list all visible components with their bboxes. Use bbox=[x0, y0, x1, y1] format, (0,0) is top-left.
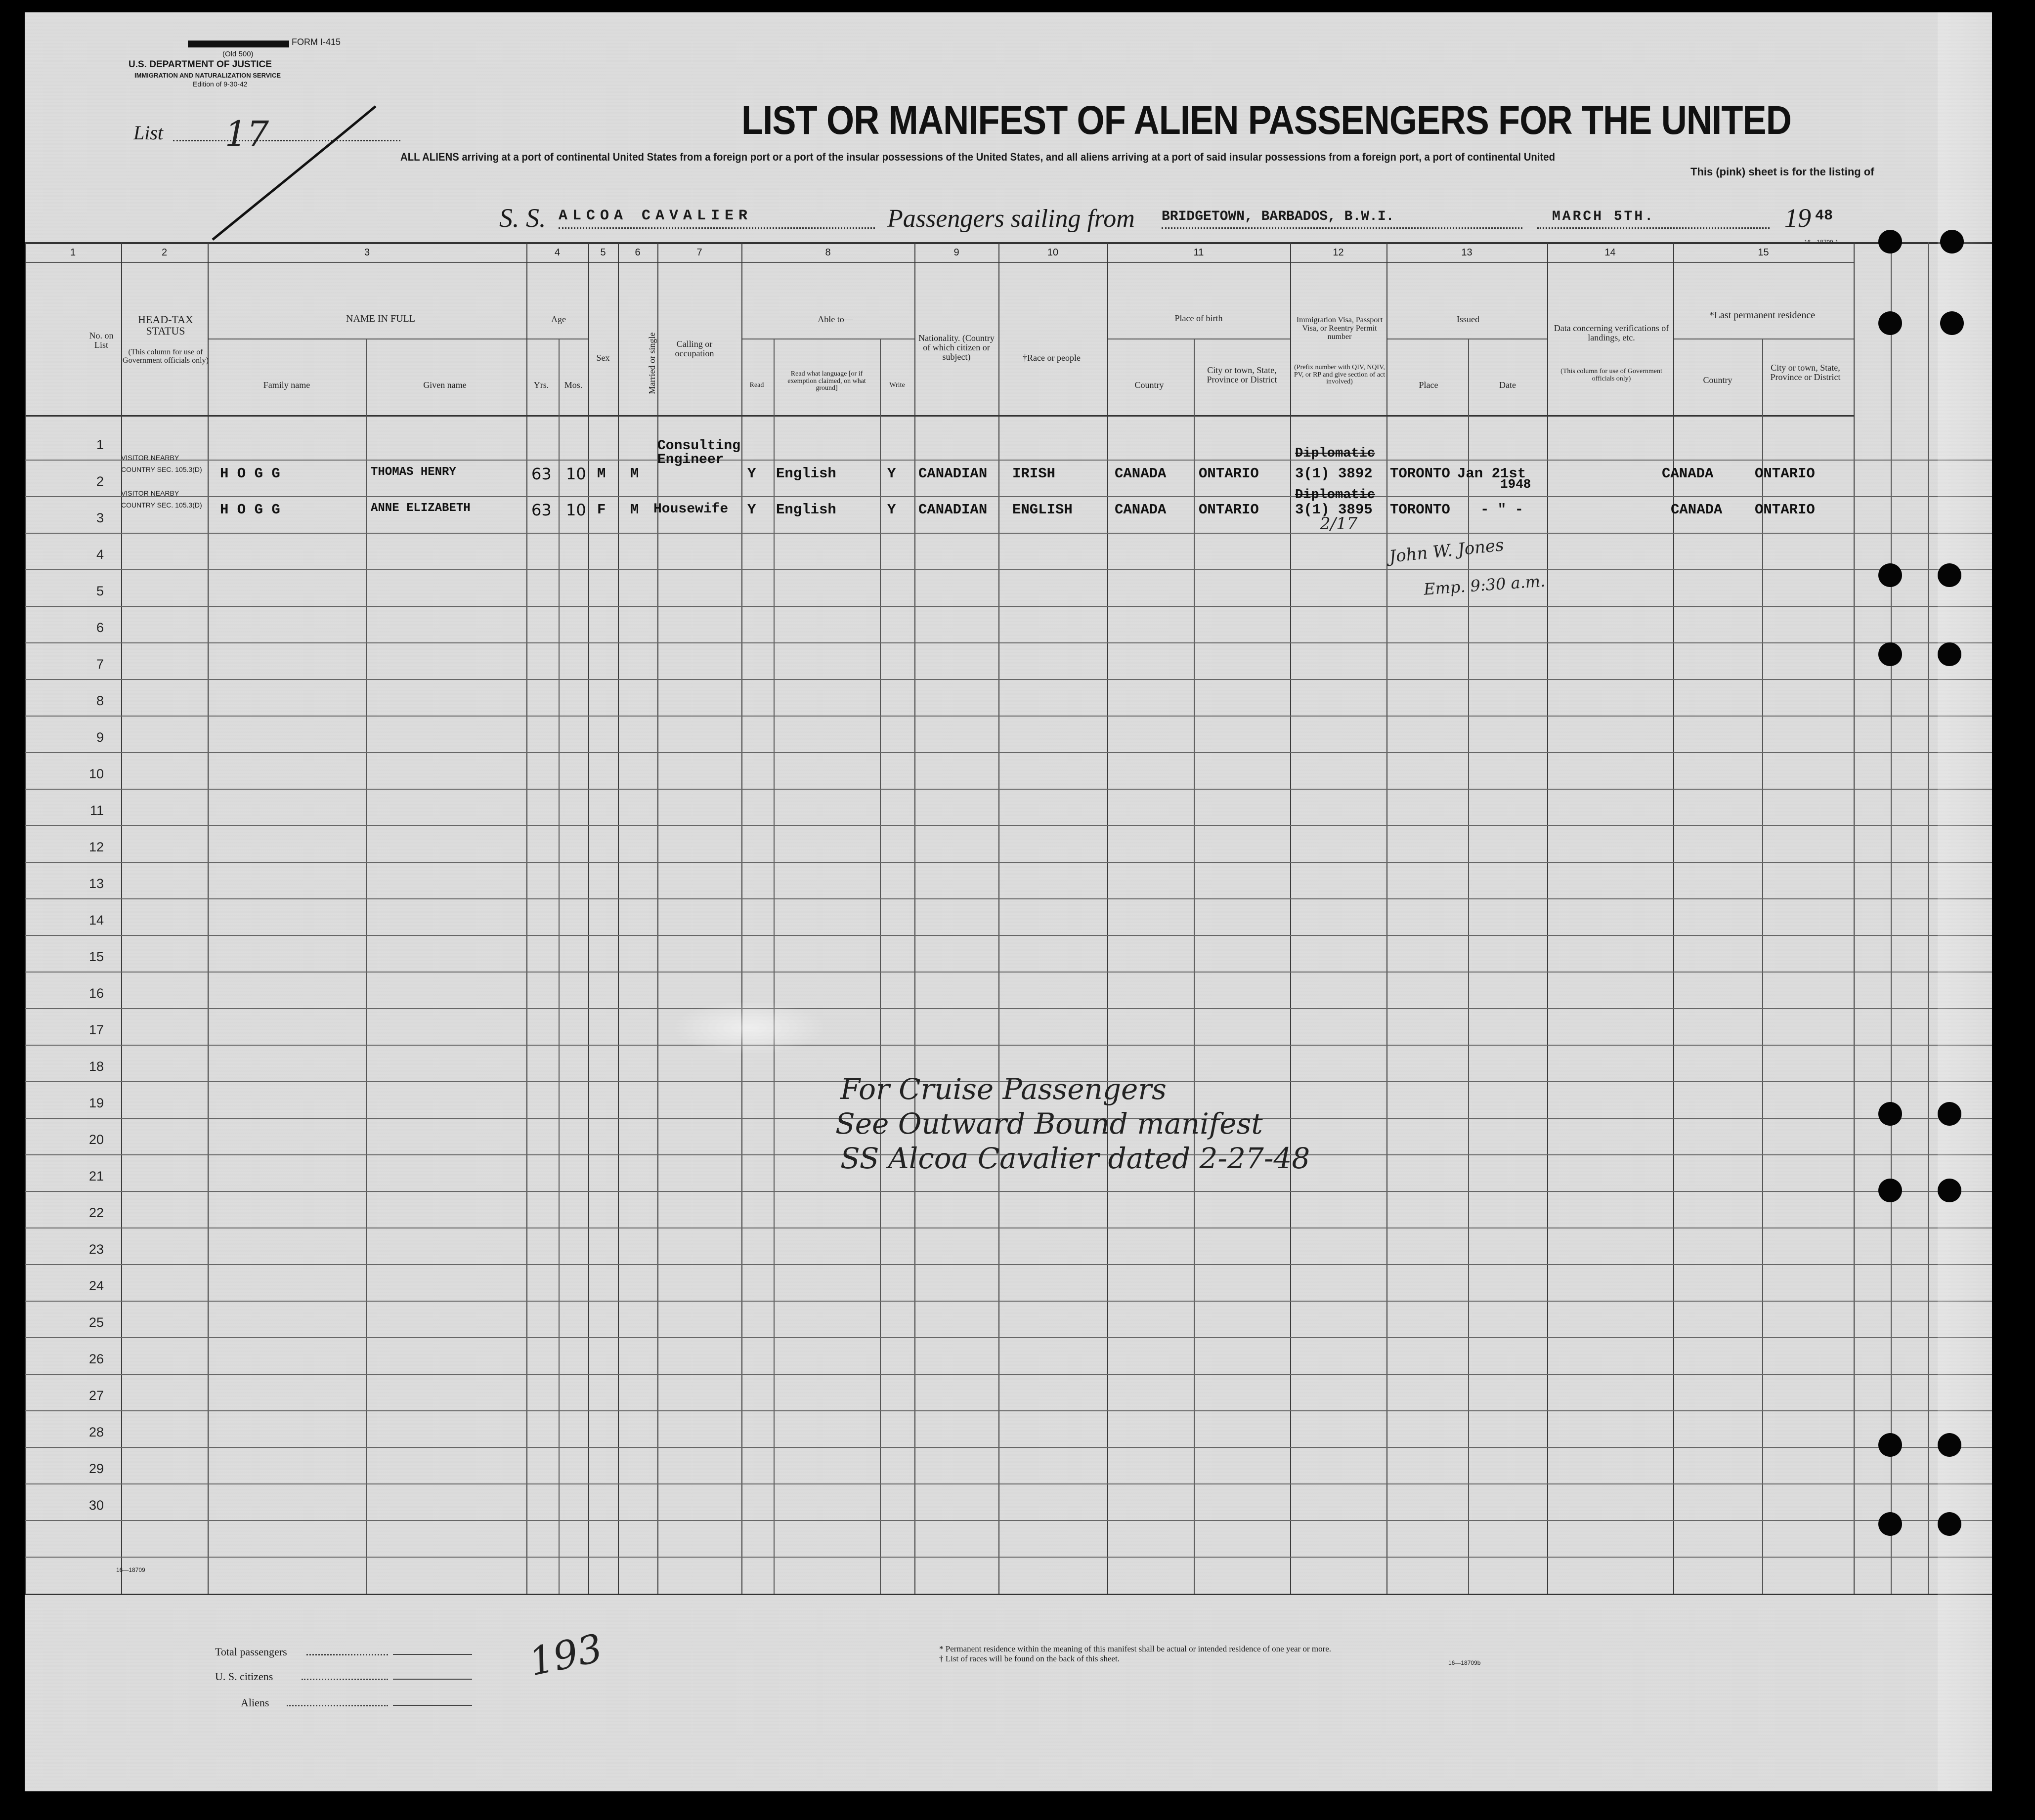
row-number: 10 bbox=[88, 766, 104, 781]
total-passengers-dots bbox=[306, 1654, 388, 1655]
row-number: 27 bbox=[88, 1388, 104, 1403]
sex: F bbox=[597, 502, 606, 518]
hdr-immigration-visa: Immigration Visa, Passport Visa, or Reentry Permit number bbox=[1296, 316, 1383, 341]
table-top-border bbox=[25, 242, 1992, 244]
birth-country: CANADA bbox=[1115, 466, 1167, 482]
us-citizens-dots bbox=[302, 1679, 388, 1680]
manifest-title: LIST OR MANIFEST OF ALIEN PASSENGERS FOR THE UNITED bbox=[741, 98, 1792, 143]
margin-rule bbox=[1891, 242, 1892, 1594]
cruise-note-line-3: SS Alcoa Cavalier dated 2-27-48 bbox=[840, 1142, 1310, 1175]
row-rule bbox=[25, 642, 1992, 643]
can-write: Y bbox=[887, 502, 896, 518]
row-number: 30 bbox=[88, 1498, 104, 1513]
visa-struck-text: Diplomatic bbox=[1295, 488, 1376, 503]
column-number: 2 bbox=[161, 247, 168, 258]
row-rule bbox=[25, 1301, 1992, 1302]
can-write: Y bbox=[887, 466, 896, 482]
row-number: 15 bbox=[88, 949, 104, 964]
row-rule bbox=[25, 1191, 1992, 1192]
hdr-married: Married or single bbox=[647, 332, 657, 394]
column-rule bbox=[1547, 242, 1548, 1594]
header-bottom-rule bbox=[25, 415, 1854, 417]
read-language: English bbox=[776, 502, 836, 518]
hdr-write: Write bbox=[889, 381, 905, 389]
row-rule bbox=[25, 716, 1992, 717]
row-number: 9 bbox=[96, 730, 104, 745]
punch-hole bbox=[1878, 230, 1902, 254]
service: IMMIGRATION AND NATURALIZATION SERVICE bbox=[134, 72, 281, 79]
hdr-yrs: Yrs. bbox=[533, 380, 549, 390]
row-rule bbox=[25, 972, 1992, 973]
column-number: 8 bbox=[825, 247, 831, 258]
occupation: Consulting bbox=[657, 438, 741, 454]
year-prefix: 19 bbox=[1784, 203, 1811, 233]
manifest-sheet bbox=[25, 12, 1992, 1791]
hdr-no-on-list: No. on List bbox=[89, 331, 114, 350]
issued-year: 1948 bbox=[1500, 477, 1531, 492]
hdr-mos: Mos. bbox=[564, 380, 583, 390]
read-language: English bbox=[776, 466, 836, 482]
row-rule bbox=[25, 606, 1992, 607]
row-number: 7 bbox=[96, 657, 104, 672]
old-form-number: (Old 500) bbox=[222, 50, 254, 58]
can-read: Y bbox=[747, 502, 756, 518]
hdr-data-verif: Data concerning verifications of landings, etc. bbox=[1554, 323, 1669, 342]
hdr-race: †Race or people bbox=[1023, 353, 1081, 363]
total-passengers-label: Total passengers bbox=[215, 1646, 287, 1658]
us-citizens-label: U. S. citizens bbox=[215, 1670, 273, 1683]
nationality: CANADIAN bbox=[918, 466, 988, 482]
row-rule bbox=[25, 935, 1992, 936]
row-rule bbox=[25, 825, 1992, 826]
edition: Edition of 9-30-42 bbox=[193, 80, 248, 88]
row-number: 21 bbox=[88, 1169, 104, 1184]
punch-hole bbox=[1878, 563, 1902, 587]
nationality: CANADIAN bbox=[918, 502, 988, 518]
given-name: THOMAS HENRY bbox=[371, 466, 456, 479]
column-number: 1 bbox=[70, 247, 76, 258]
row-rule bbox=[25, 1410, 1992, 1411]
column-rule bbox=[1290, 242, 1291, 1594]
row-number: 2 bbox=[96, 474, 104, 489]
hdr-sex: Sex bbox=[596, 353, 610, 363]
row-number: 25 bbox=[88, 1315, 104, 1330]
hdr-issued-date: Date bbox=[1499, 380, 1516, 390]
punch-hole bbox=[1938, 563, 1961, 587]
visa-struck-text: Diplomatic bbox=[1295, 446, 1376, 461]
column-number: 7 bbox=[696, 247, 702, 258]
punch-hole bbox=[1940, 311, 1964, 335]
age-years: 63 bbox=[531, 465, 552, 483]
column-rule bbox=[914, 242, 915, 1594]
row-number: 1 bbox=[96, 437, 104, 452]
subcolumn-rule bbox=[880, 339, 881, 1594]
row-number: 26 bbox=[88, 1352, 104, 1366]
punch-hole bbox=[1938, 1433, 1961, 1457]
total-passengers-line bbox=[393, 1654, 472, 1655]
row-rule bbox=[25, 533, 1992, 534]
residence-country: CANADA bbox=[1671, 502, 1723, 518]
sailing-date: MARCH 5TH. bbox=[1552, 209, 1655, 224]
hdr-read-language: Read what language [or if exemption claimed, on what ground] bbox=[787, 370, 866, 392]
punch-hole bbox=[1938, 1179, 1961, 1202]
row-rule bbox=[25, 1483, 1992, 1484]
row-rule bbox=[25, 1008, 1992, 1009]
list-slash-mark bbox=[208, 96, 386, 245]
row-number: 14 bbox=[88, 913, 104, 928]
issued-date: Jan 21st bbox=[1457, 466, 1526, 482]
colnum-rule bbox=[25, 262, 1854, 263]
column-rule bbox=[25, 242, 26, 1594]
code-bottom-right: 16—18709b bbox=[1448, 1659, 1481, 1666]
ship-name-underline bbox=[559, 227, 875, 229]
residence-country: CANADA bbox=[1662, 466, 1714, 482]
column-number: 12 bbox=[1333, 247, 1344, 258]
hdr-res-city: City or town, State, Province or District bbox=[1770, 363, 1841, 382]
race: ENGLISH bbox=[1012, 502, 1073, 518]
hdr-read: Read bbox=[749, 381, 764, 389]
column-rule bbox=[121, 242, 122, 1594]
row-rule bbox=[25, 1557, 1992, 1558]
row-number: 17 bbox=[88, 1022, 104, 1037]
hdr-birth-city: City or town, State, Province or District bbox=[1207, 365, 1277, 384]
row-number: 13 bbox=[88, 876, 104, 891]
cruise-note-line-2: See Outward Bound manifest bbox=[835, 1107, 1263, 1141]
family-name: H O G G bbox=[220, 502, 280, 518]
row-number: 28 bbox=[88, 1425, 104, 1439]
row-number: 3 bbox=[96, 510, 104, 525]
hdr-able-to: Able to— bbox=[818, 314, 853, 324]
hdr-head-tax-note: (This column for use of Government officials only) bbox=[123, 348, 209, 365]
birth-country: CANADA bbox=[1115, 502, 1167, 518]
column-rule bbox=[741, 242, 742, 1594]
departure-port: BRIDGETOWN, BARBADOS, B.W.I. bbox=[1162, 209, 1394, 224]
column-rule bbox=[526, 242, 527, 1594]
row-rule bbox=[25, 679, 1992, 680]
issued-place: TORONTO bbox=[1390, 466, 1450, 482]
subcolumn-rule bbox=[366, 339, 367, 1594]
birth-city: ONTARIO bbox=[1199, 502, 1259, 518]
cruise-note-line-1: For Cruise Passengers bbox=[840, 1072, 1167, 1106]
footer-handwritten-number: 193 bbox=[525, 1626, 606, 1685]
row-rule bbox=[25, 460, 1992, 461]
row-number: 16 bbox=[88, 986, 104, 1001]
list-label: List bbox=[133, 122, 164, 144]
marital-status: M bbox=[630, 502, 639, 518]
aliens-dots bbox=[287, 1705, 388, 1706]
form-number-redaction bbox=[188, 41, 289, 47]
row-number: 22 bbox=[88, 1205, 104, 1220]
ship-name: ALCOA CAVALIER bbox=[559, 208, 753, 224]
row-rule bbox=[25, 1264, 1992, 1265]
punch-hole bbox=[1938, 1102, 1961, 1126]
issued-place: TORONTO bbox=[1390, 502, 1450, 518]
hdr-family-name: Family name bbox=[263, 380, 310, 390]
hdr-name-in-full: NAME IN FULL bbox=[346, 313, 415, 324]
table-bottom-border bbox=[25, 1594, 1992, 1595]
row-rule bbox=[25, 898, 1992, 899]
row-number: 29 bbox=[88, 1461, 104, 1476]
can-read: Y bbox=[747, 466, 756, 482]
row-number: 11 bbox=[89, 803, 104, 818]
aliens-label: Aliens bbox=[241, 1696, 269, 1709]
birth-city: ONTARIO bbox=[1199, 466, 1259, 482]
row-number: 4 bbox=[96, 547, 104, 562]
row-rule bbox=[25, 496, 1992, 497]
subtitle-line-2: This (pink) sheet is for the listing of bbox=[1690, 166, 1874, 178]
subtitle-line-1: ALL ALIENS arriving at a port of continental United States from a foreign port or a port of the insular possessions of the United States, and all aliens arriving at a port of said insular possessions from a foreign port, a port of continental United bbox=[400, 151, 1556, 163]
punch-hole bbox=[1878, 311, 1902, 335]
age-months: 10 bbox=[566, 501, 586, 519]
residence-city: ONTARIO bbox=[1755, 466, 1815, 482]
column-rule bbox=[588, 242, 589, 1594]
head-tax-status: VISITOR NEARBY COUNTRY SEC. 105.3(D) bbox=[121, 454, 202, 473]
visa-number: 3(1) 3895 bbox=[1295, 502, 1373, 518]
head-tax-status: VISITOR NEARBY COUNTRY SEC. 105.3(D) bbox=[121, 489, 202, 509]
row-number: 20 bbox=[88, 1132, 104, 1147]
punch-hole bbox=[1878, 1102, 1902, 1126]
row-number: 18 bbox=[88, 1059, 104, 1074]
subcolumn-rule bbox=[559, 339, 560, 1594]
column-number: 14 bbox=[1604, 247, 1616, 258]
column-number: 9 bbox=[953, 247, 959, 258]
punch-hole bbox=[1878, 1512, 1902, 1536]
margin-rule bbox=[1928, 242, 1929, 1594]
punch-hole bbox=[1940, 230, 1964, 254]
row-number: 5 bbox=[96, 584, 104, 598]
column-rule bbox=[1673, 242, 1674, 1594]
us-citizens-line bbox=[393, 1679, 472, 1680]
row-rule bbox=[25, 1227, 1992, 1228]
marital-status: M bbox=[630, 466, 639, 482]
column-number: 6 bbox=[635, 247, 641, 258]
row-number: 23 bbox=[88, 1242, 104, 1257]
row-number: 8 bbox=[96, 693, 104, 708]
occupation-line-2: Engineer bbox=[657, 452, 724, 467]
signature: John W. Jones bbox=[1388, 535, 1505, 567]
hdr-head-tax: HEAD-TAX STATUS bbox=[138, 313, 193, 338]
column-rule bbox=[1854, 242, 1855, 1594]
column-rule bbox=[208, 242, 209, 1594]
list-number: 17 bbox=[225, 114, 269, 154]
signature-note: Emp. 9:30 a.m. bbox=[1423, 571, 1546, 599]
hdr-birth-country: Country bbox=[1134, 380, 1164, 390]
subcolumn-rule bbox=[774, 339, 775, 1594]
sailing-label: Passengers sailing from bbox=[887, 205, 1135, 233]
column-number: 4 bbox=[554, 247, 561, 258]
column-rule bbox=[1386, 242, 1387, 1594]
row-number: 24 bbox=[88, 1278, 104, 1293]
row-rule bbox=[25, 789, 1992, 790]
hdr-calling: Calling or occupation bbox=[675, 339, 714, 358]
column-rule bbox=[618, 242, 619, 1594]
hdr-data-verif-note: (This column for use of Government officials only) bbox=[1560, 368, 1662, 382]
given-name: ANNE ELIZABETH bbox=[371, 502, 471, 515]
paper-smudge bbox=[672, 1001, 825, 1055]
footnote-permanent-residence: * Permanent residence within the meaning of this manifest shall be actual or intended residence of one year or more. bbox=[939, 1644, 1332, 1653]
subcolumn-rule bbox=[1194, 339, 1195, 1594]
row-rule bbox=[25, 1447, 1992, 1448]
row-number: 6 bbox=[96, 620, 104, 635]
punch-hole bbox=[1878, 1179, 1902, 1202]
date-underline bbox=[1537, 227, 1770, 229]
row-rule bbox=[25, 1520, 1992, 1521]
punch-hole bbox=[1878, 642, 1902, 666]
department: U.S. DEPARTMENT OF JUSTICE bbox=[129, 59, 272, 70]
punch-hole bbox=[1938, 642, 1961, 666]
aliens-line bbox=[393, 1705, 472, 1706]
hdr-res-country: Country bbox=[1703, 375, 1732, 385]
row-rule bbox=[25, 752, 1992, 753]
year-suffix: 48 bbox=[1815, 208, 1833, 224]
initials: 2/17 bbox=[1320, 514, 1358, 534]
row-rule bbox=[25, 1045, 1992, 1046]
footnote-races: † List of races will be found on the back of this sheet. bbox=[939, 1654, 1120, 1663]
row-rule bbox=[25, 569, 1992, 570]
hdr-nationality: Nationality. (Country of which citizen or subject) bbox=[918, 333, 995, 362]
hdr-issued-place: Place bbox=[1419, 380, 1438, 390]
subcolumn-rule bbox=[1468, 339, 1469, 1594]
hdr-age: Age bbox=[551, 314, 566, 324]
hdr-place-of-birth: Place of birth bbox=[1174, 313, 1223, 323]
column-number: 3 bbox=[364, 247, 370, 258]
row-rule bbox=[25, 1374, 1992, 1375]
age-years: 63 bbox=[531, 501, 552, 519]
column-number: 5 bbox=[600, 247, 606, 258]
row-rule bbox=[25, 1337, 1992, 1338]
column-number: 10 bbox=[1047, 247, 1059, 258]
column-number: 11 bbox=[1193, 247, 1204, 258]
punch-hole bbox=[1878, 1433, 1902, 1457]
sex: M bbox=[597, 466, 606, 482]
family-name: H O G G bbox=[220, 466, 280, 482]
row-rule bbox=[25, 862, 1992, 863]
hdr-given-name: Given name bbox=[423, 380, 467, 390]
hdr-issued: Issued bbox=[1457, 314, 1479, 324]
form-number: FORM I-415 bbox=[292, 37, 341, 47]
row-number: 19 bbox=[88, 1096, 104, 1110]
visa-number: 3(1) 3892 bbox=[1295, 466, 1373, 482]
column-number: 13 bbox=[1461, 247, 1472, 258]
occupation: Housewife bbox=[653, 502, 729, 517]
ss-label: S. S. bbox=[499, 203, 546, 233]
punch-hole bbox=[1938, 1512, 1961, 1536]
race: IRISH bbox=[1012, 466, 1056, 482]
column-number: 15 bbox=[1758, 247, 1769, 258]
hdr-last-residence: *Last permanent residence bbox=[1709, 310, 1816, 321]
port-underline bbox=[1162, 227, 1522, 229]
residence-city: ONTARIO bbox=[1755, 502, 1815, 518]
row-number: 12 bbox=[88, 840, 104, 854]
subcolumn-rule bbox=[1762, 339, 1763, 1594]
hdr-immigration-visa-note: (Prefix number with QIV, NQIV, PV, or RP and give section of act involved) bbox=[1294, 364, 1386, 386]
age-months: 10 bbox=[566, 465, 586, 483]
code-bottom-left: 16—18709 bbox=[116, 1566, 145, 1573]
column-rule bbox=[998, 242, 999, 1594]
column-rule bbox=[1107, 242, 1108, 1594]
issued-date: - " - bbox=[1480, 502, 1524, 518]
